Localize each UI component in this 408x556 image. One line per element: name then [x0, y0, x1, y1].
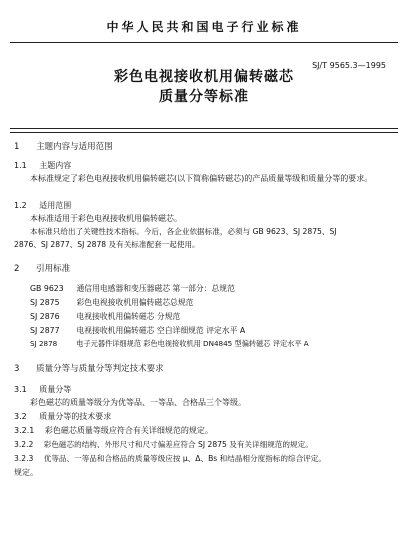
subsection-1-1-text: 本标准规定了彩色电视接收机用偏转磁芯(以下简称偏转磁芯)的产品质量等级和质量分等的要求。: [30, 174, 373, 183]
section-3-title: 质量分等与质量分等判定技术要求: [36, 364, 164, 374]
subsection-3-2-heading: [14, 411, 111, 423]
reference-title: 电子元器件详细规范 彩色电视接收机用 DN4845 型偏转磁芯 评定水平 A: [76, 339, 309, 348]
reference-row: [30, 297, 193, 308]
reference-code: SJ 2875: [30, 298, 60, 307]
subsection-1-2-line-2: 本标准只给出了关键性技术指标。今后，各企业依据标准，必须与 GB 9623、SJ 2875、SJ: [30, 227, 337, 236]
reference-title: 彩色电视接收机用偏转磁芯总规范: [76, 298, 194, 307]
reference-row: [30, 311, 180, 322]
section-1-title: 主题内容与适用范围: [36, 142, 113, 152]
reference-title: 电视接收机用偏转磁芯 空白详细规范 评定水平 A: [76, 326, 246, 335]
subsection-3-1-text: 彩色磁芯的质量等级分为优等品、一等品、合格品三个等级。: [30, 398, 246, 407]
reference-row: [30, 339, 309, 349]
subsection-1-1-heading: [14, 160, 71, 172]
clause-number: 3.2.2: [14, 440, 34, 449]
reference-code: SJ 2877: [30, 326, 60, 335]
document-subtitle: 质量分等标准: [159, 89, 249, 105]
document-title: 彩色电视接收机用偏转磁芯: [114, 69, 294, 85]
reference-code: SJ 2876: [30, 312, 60, 321]
clause-item: [14, 453, 326, 465]
section-2-title: 引用标准: [36, 264, 71, 274]
reference-row: [30, 283, 235, 294]
reference-title: 电视接收机用偏转磁芯 分规范: [76, 312, 181, 321]
subsection-1-2-heading: [14, 200, 71, 212]
subsection-3-1-number: 3.1: [14, 385, 27, 394]
section-3-number: 3: [14, 364, 20, 374]
section-2-heading: [14, 262, 70, 274]
header-rule: [10, 42, 398, 43]
subsection-1-2-line-1: 本标准适用于彩色电视接收机用偏转磁芯。: [30, 214, 182, 223]
clause-text: 彩色磁芯质量等级应符合有关详细规范的规定。: [44, 426, 213, 435]
reference-code: GB 9623: [30, 284, 64, 293]
clause-item: [14, 439, 313, 451]
clause-text: 优等品、一等品和合格品的质量等级应按 μ、Δ、Bs 和结晶相分度指标的综合评定。: [43, 454, 326, 463]
section-divider-top: [10, 128, 398, 129]
clause-text: 彩色磁芯的结构、外形尺寸和尺寸偏差应符合 SJ 2875 及有关详细规范的规定。: [43, 440, 313, 449]
subsection-3-2-title: 质量分等的技术要求: [39, 412, 112, 421]
section-divider-bottom: [10, 132, 398, 133]
clause-number: 3.2.1: [14, 426, 35, 435]
reference-title: 通信用电感器和变压器磁芯 第一部分：总规范: [76, 284, 235, 293]
section-1-number: 1: [14, 142, 20, 152]
section-3-heading: [14, 362, 164, 374]
clause-item: [14, 425, 213, 437]
subsection-1-1-number: 1.1: [14, 161, 27, 170]
standard-code: SJ/T 9565.3—1995: [312, 61, 386, 70]
clause-number: 3.2.3: [14, 454, 34, 463]
reference-code: SJ 2878: [30, 339, 58, 348]
section-2-number: 2: [14, 264, 20, 274]
subsection-3-1-heading: [14, 384, 71, 396]
subsection-1-2-title: 适用范围: [39, 201, 72, 210]
section-1-heading: [14, 140, 113, 152]
clause-continuation: 规定。: [14, 468, 38, 477]
subsection-1-2-line-3: 2876、SJ 2877、SJ 2878 及有关标准配套一起使用。: [14, 240, 200, 249]
subsection-3-1-title: 质量分等: [39, 385, 72, 394]
subsection-1-2-number: 1.2: [14, 201, 27, 210]
subsection-3-2-number: 3.2: [14, 412, 27, 421]
org-header: 中华人民共和国电子行业标准: [106, 20, 302, 34]
subsection-1-1-title: 主题内容: [39, 161, 72, 170]
reference-row: [30, 325, 245, 336]
